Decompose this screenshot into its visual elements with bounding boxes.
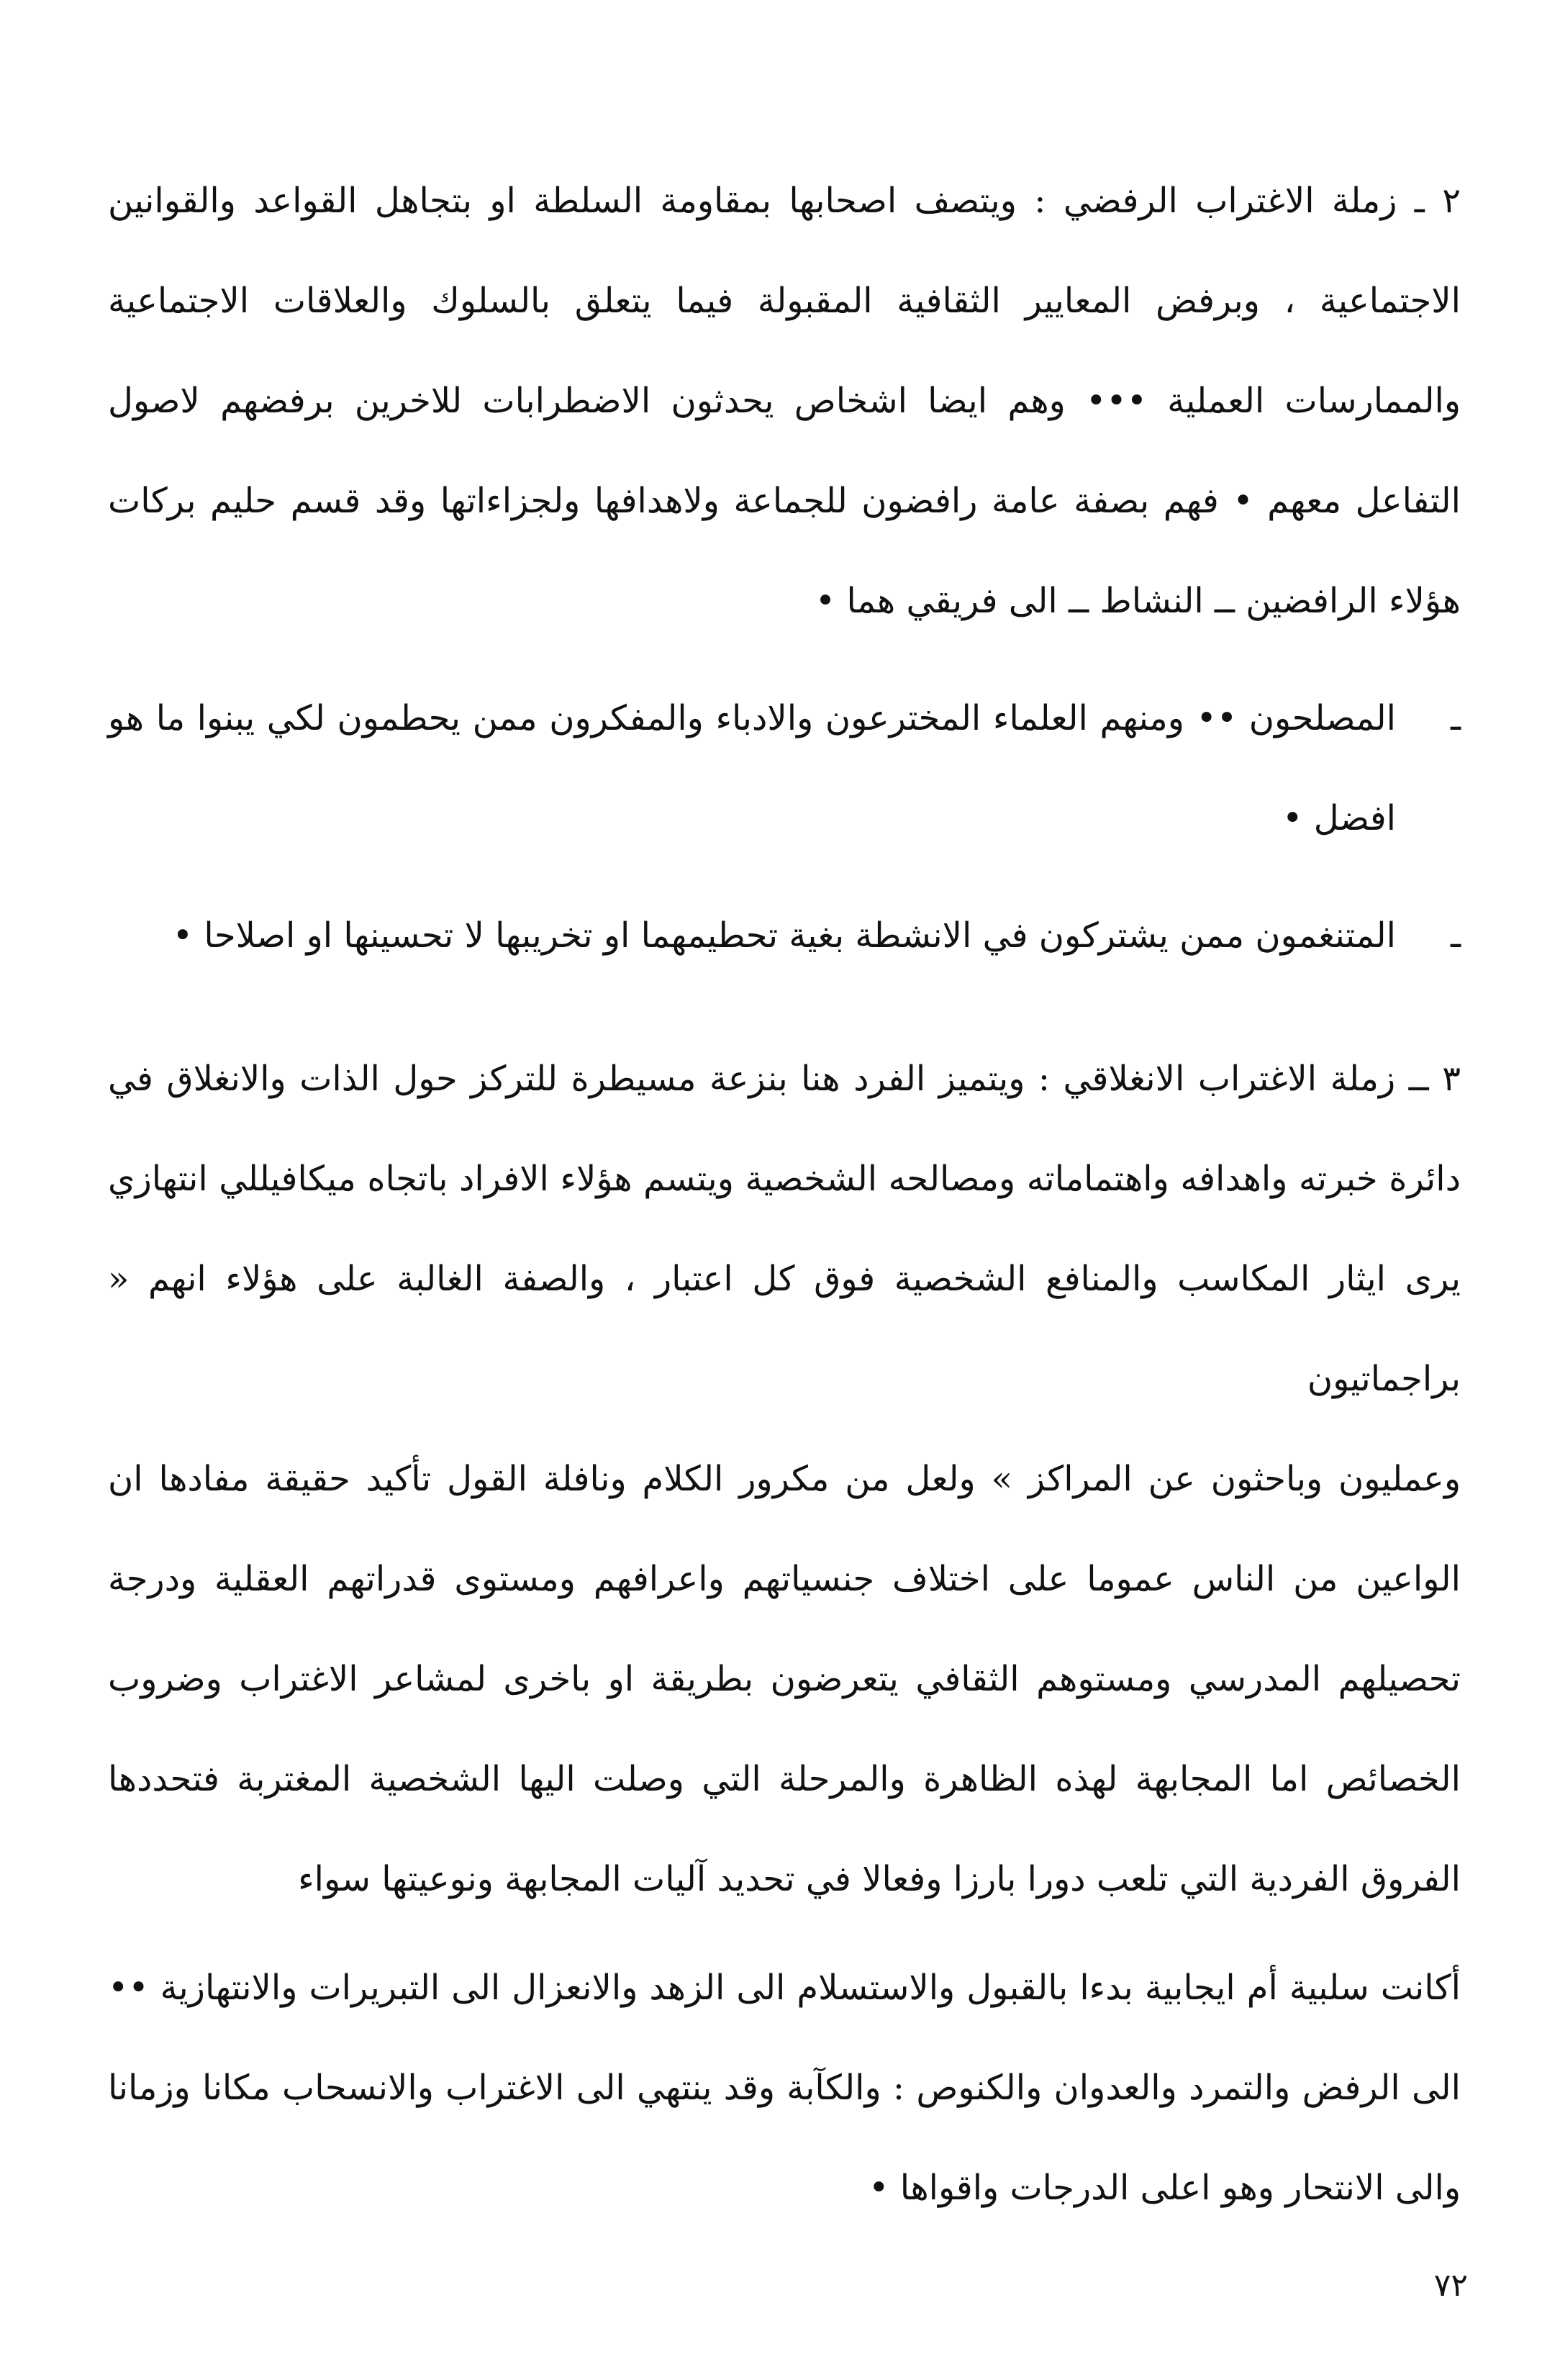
list-item-text: المصلحون •• ومنهم العلماء المخترعون والادباء والمفكرون ممن يحطمون لكي يبنوا ما هو افضل • [108,698,1396,838]
paragraph-section-2: ٢ ـ زملة الاغتراب الرفضي : ويتصف اصحابها بمقاومة السلطة او بتجاهل القواعد والقوانين الاجتماعية ، وبرفض المعايير الثقافية المقبولة فيما يتعلق بالسلوك والعلاقات الاجتماعية والممارسات العملية ••• وهم ايضا اشخاص يحدثون الاضطرابات للاخرين برفضهم لاصول التفاعل معهم • فهم بصفة عامة رافضون للجماعة ولاهدافها ولجزاءاتها وقد قسم حليم بركات هؤلاء الرافضين ــ النشاط ــ الى فريقي هما • [108,181,1461,621]
list-item-reformers [108,669,1461,869]
list-item-text: المتنغمون ممن يشتركون في الانشطة بغية تحطيمهما او تخريبها لا تحسينها او اصلاحا • [172,915,1396,956]
dash-bullet-icon: ـ [1450,915,1461,956]
list-item-saboteurs [108,886,1461,986]
dash-bullet-icon: ـ [1450,698,1461,738]
paragraph-section-3-part-3: أكانت سلبية أم ايجابية بدءا بالقبول والاستسلام الى الزهد والانعزال الى التبريرات والانتهازية •• الى الرفض والتمرد والعدوان والكنوص : والكآبة وقد ينتهي الى الاغتراب والانسحاب مكانا وزمانا والى الانتحار وهو اعلى الدرجات واقواها • [108,1968,1461,2208]
page-number: ٧٢ [1433,2267,1468,2304]
paragraph-section-3-part-2: وعمليون وباحثون عن المراكز » ولعل من مكرور الكلام ونافلة القول تأكيد حقيقة مفادها ان الواعين من الناس عموما على اختلاف جنسياتهم واعرافهم ومستوى قدراتهم العقلية ودرجة تحصيلهم المدرسي ومستوهم الثقافي يتعرضون بطريقة او باخرى لمشاعر الاغتراب وضروب الخصائص اما المجابهة لهذه الظاهرة والمرحلة التي وصلت اليها الشخصية المغتربة فتحددها الفروق الفردية التي تلعب دورا بارزا وفعالا في تحديد آليات المجابهة ونوعيتها سواء [108,1459,1461,1899]
paragraph-section-3-part-1: ٣ ــ زملة الاغتراب الانغلاقي : ويتميز الفرد هنا بنزعة مسيطرة للتركز حول الذات والانغلاق في دائرة خبرته واهدافه واهتماماته ومصالحه الشخصية ويتسم هؤلاء الافراد باتجاه ميكافيللي انتهازي يرى ايثار المكاسب والمنافع الشخصية فوق كل اعتبار ، والصفة الغالبة على هؤلاء انهم « براجماتيون [108,1059,1461,1399]
page-body [108,151,1461,2238]
